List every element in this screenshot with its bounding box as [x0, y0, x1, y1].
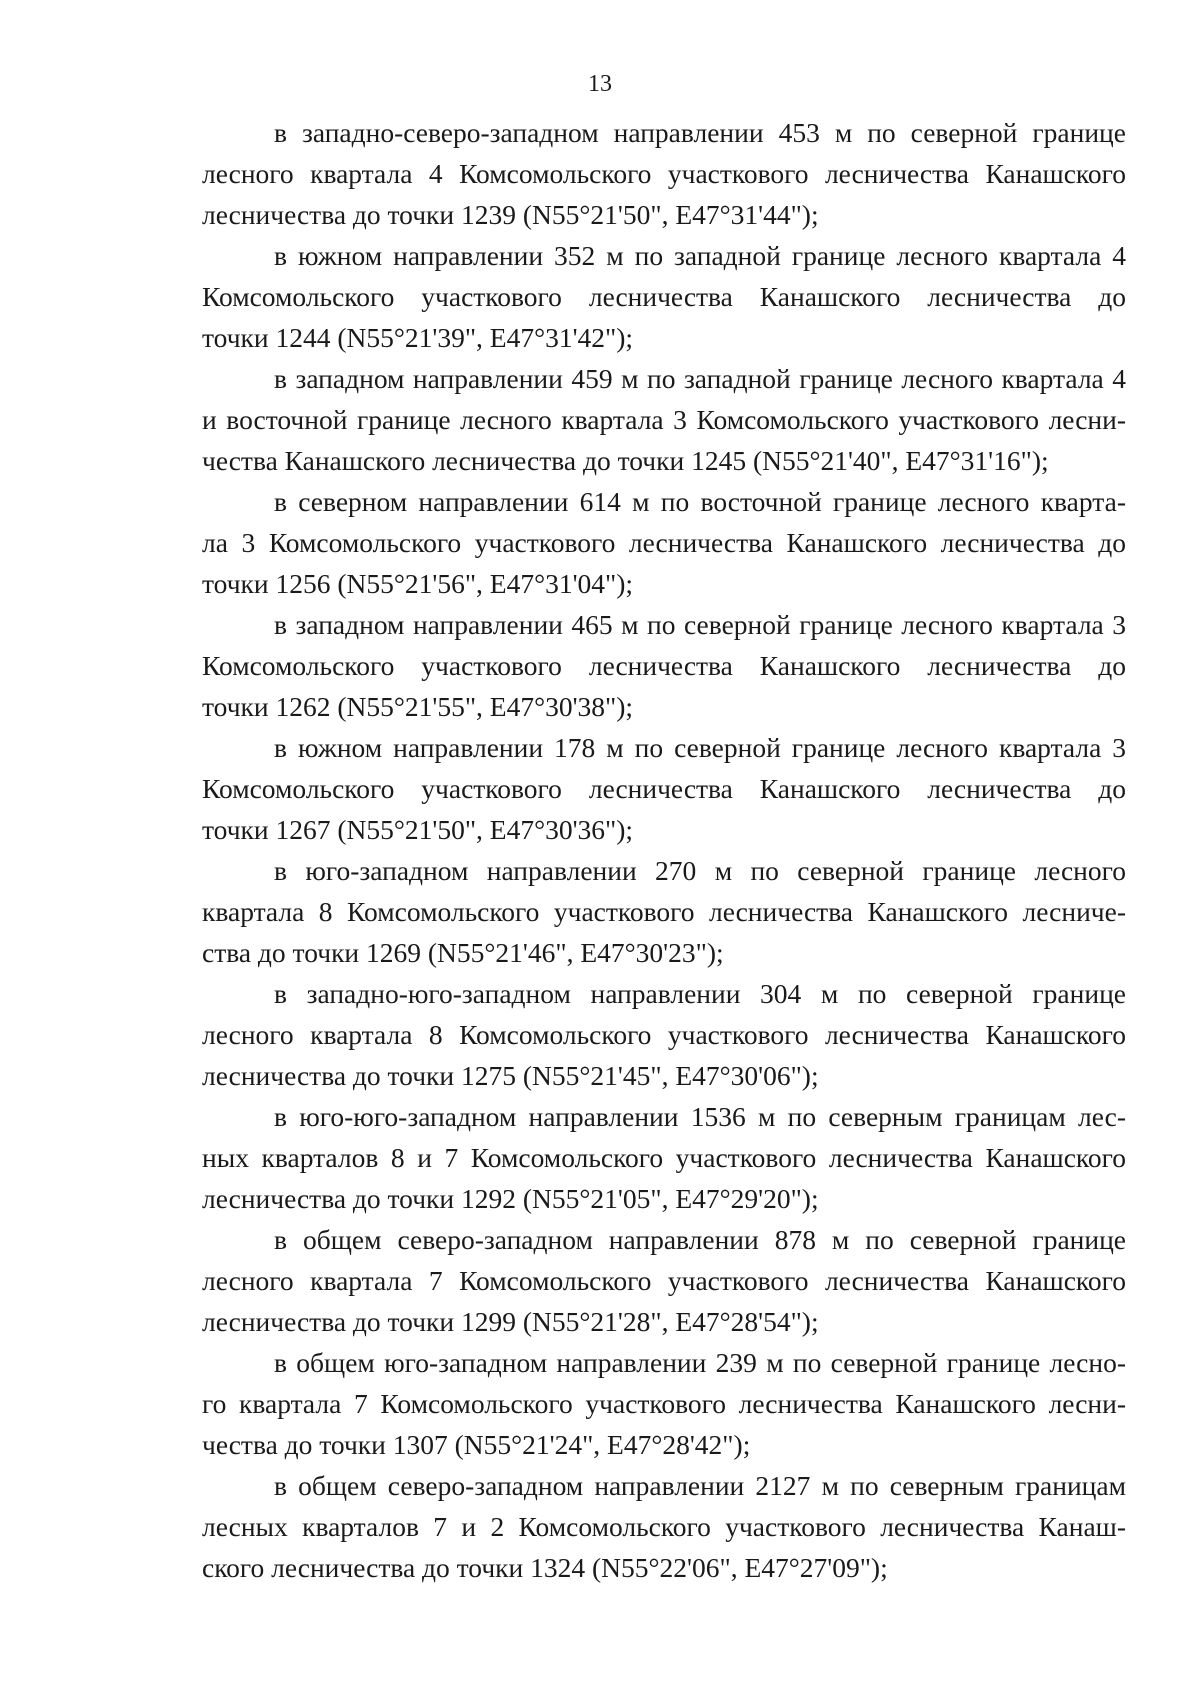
paragraph-line: в общем юго-западном направлении 239 м по северной границе лесно- — [274, 1347, 1126, 1378]
paragraph-line: ла 3 Комсомольского участкового лесничества Канашского лесничества до — [202, 527, 1126, 558]
paragraph-line: Комсомольского участкового лесничества Канашского лесничества до — [202, 773, 1126, 804]
paragraph-line: точки 1256 (N55°21'56", E47°31'04"); — [202, 568, 634, 599]
paragraph-line: лесных кварталов 7 и 2 Комсомольского участкового лесничества Канаш- — [202, 1511, 1126, 1542]
paragraph-10 — [202, 1219, 1126, 1342]
paragraph-2 — [202, 235, 1126, 358]
paragraph-line: лесничества до точки 1299 (N55°21'28", E47°28'54"); — [202, 1306, 819, 1337]
paragraph-line: и восточной границе лесного квартала 3 Комсомольского участкового лесни- — [202, 404, 1126, 435]
paragraph-line: в северном направлении 614 м по восточной границе лесного кварта- — [274, 486, 1126, 517]
paragraph-line: в общем северо-западном направлении 2127 м по северным границам — [274, 1470, 1126, 1501]
paragraph-line: в западно-юго-западном направлении 304 м по северной границе — [274, 978, 1126, 1009]
paragraph-line: го квартала 7 Комсомольского участкового лесничества Канашского лесни- — [202, 1388, 1126, 1419]
paragraph-line: лесного квартала 8 Комсомольского участкового лесничества Канашского — [202, 1019, 1126, 1050]
paragraph-11 — [202, 1342, 1126, 1465]
document-body — [202, 112, 1126, 1588]
paragraph-9 — [202, 1096, 1126, 1219]
paragraph-line: лесничества до точки 1275 (N55°21'45", E47°30'06"); — [202, 1060, 819, 1091]
paragraph-line: точки 1267 (N55°21'50", E47°30'36"); — [202, 814, 634, 845]
paragraph-line: точки 1244 (N55°21'39", E47°31'42"); — [202, 322, 634, 353]
paragraph-line: в западном направлении 465 м по северной границе лесного квартала 3 — [274, 609, 1126, 640]
paragraph-8 — [202, 973, 1126, 1096]
paragraph-line: Комсомольского участкового лесничества Канашского лесничества до — [202, 281, 1126, 312]
paragraph-6 — [202, 727, 1126, 850]
paragraph-line: в южном направлении 352 м по западной границе лесного квартала 4 — [274, 240, 1126, 271]
paragraph-line: в южном направлении 178 м по северной границе лесного квартала 3 — [274, 732, 1126, 763]
paragraph-7 — [202, 850, 1126, 973]
paragraph-line: ского лесничества до точки 1324 (N55°22'06", E47°27'09"); — [202, 1552, 888, 1583]
paragraph-1 — [202, 112, 1126, 235]
paragraph-line: ства до точки 1269 (N55°21'46", E47°30'23"); — [202, 937, 724, 968]
paragraph-line: квартала 8 Комсомольского участкового лесничества Канашского лесниче- — [202, 896, 1126, 927]
paragraph-line: чества до точки 1307 (N55°21'24", E47°28'42"); — [202, 1429, 751, 1460]
paragraph-line: лесного квартала 7 Комсомольского участкового лесничества Канашского — [202, 1265, 1126, 1296]
paragraph-line: лесничества до точки 1292 (N55°21'05", E47°29'20"); — [202, 1183, 819, 1214]
paragraph-line: ных кварталов 8 и 7 Комсомольского участкового лесничества Канашского — [202, 1142, 1126, 1173]
paragraph-line: лесничества до точки 1239 (N55°21'50", E47°31'44"); — [202, 199, 819, 230]
paragraph-line: в западном направлении 459 м по западной границе лесного квартала 4 — [274, 363, 1126, 394]
paragraph-line: точки 1262 (N55°21'55", E47°30'38"); — [202, 691, 634, 722]
paragraph-3 — [202, 358, 1126, 481]
paragraph-line: Комсомольского участкового лесничества Канашского лесничества до — [202, 650, 1126, 681]
paragraph-line: лесного квартала 4 Комсомольского участкового лесничества Канашского — [202, 158, 1126, 189]
paragraph-line: в общем северо-западном направлении 878 м по северной границе — [274, 1224, 1126, 1255]
paragraph-4 — [202, 481, 1126, 604]
paragraph-line: в юго-юго-западном направлении 1536 м по северным границам лес- — [274, 1101, 1126, 1132]
paragraph-line: чества Канашского лесничества до точки 1245 (N55°21'40", E47°31'16"); — [202, 445, 1049, 476]
paragraph-line: в западно-северо-западном направлении 453 м по северной границе — [274, 117, 1126, 148]
paragraph-5 — [202, 604, 1126, 727]
page-number: 13 — [588, 71, 612, 97]
paragraph-12 — [202, 1465, 1126, 1588]
paragraph-line: в юго-западном направлении 270 м по северной границе лесного — [274, 855, 1126, 886]
